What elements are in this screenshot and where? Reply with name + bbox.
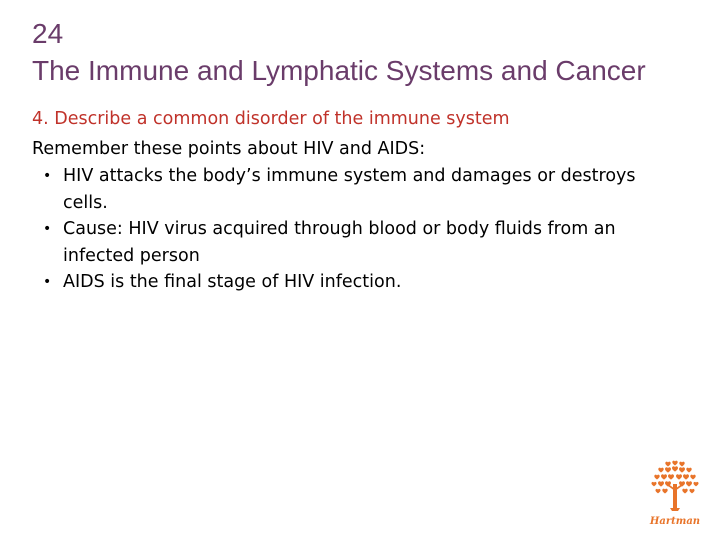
bullet-item	[0, 216, 683, 269]
intro-text: Remember these points about HIV and AIDS:	[32, 139, 426, 159]
bullet-text: Cause: HIV virus acquired through blood or body fluids from an infected person	[63, 219, 616, 266]
bullet-item	[0, 269, 683, 296]
learning-objective: 4. Describe a common disorder of the immune system	[32, 109, 510, 129]
bullet-text: HIV attacks the body’s immune system and damages or destroys cells.	[63, 166, 636, 213]
bullet-item	[0, 163, 683, 216]
bullet-icon: •	[43, 221, 52, 237]
bullet-list	[0, 163, 720, 296]
hartman-logo	[640, 458, 710, 530]
chapter-number: 24	[32, 18, 64, 49]
logo-wordmark: Hartman	[649, 516, 701, 527]
chapter-title: The Immune and Lymphatic Systems and Cancer	[32, 55, 646, 86]
heart-tree-logo-icon	[640, 458, 710, 530]
bullet-text: AIDS is the final stage of HIV infection.	[63, 272, 402, 292]
bullet-icon: •	[43, 274, 52, 290]
bullet-icon: •	[43, 168, 52, 184]
